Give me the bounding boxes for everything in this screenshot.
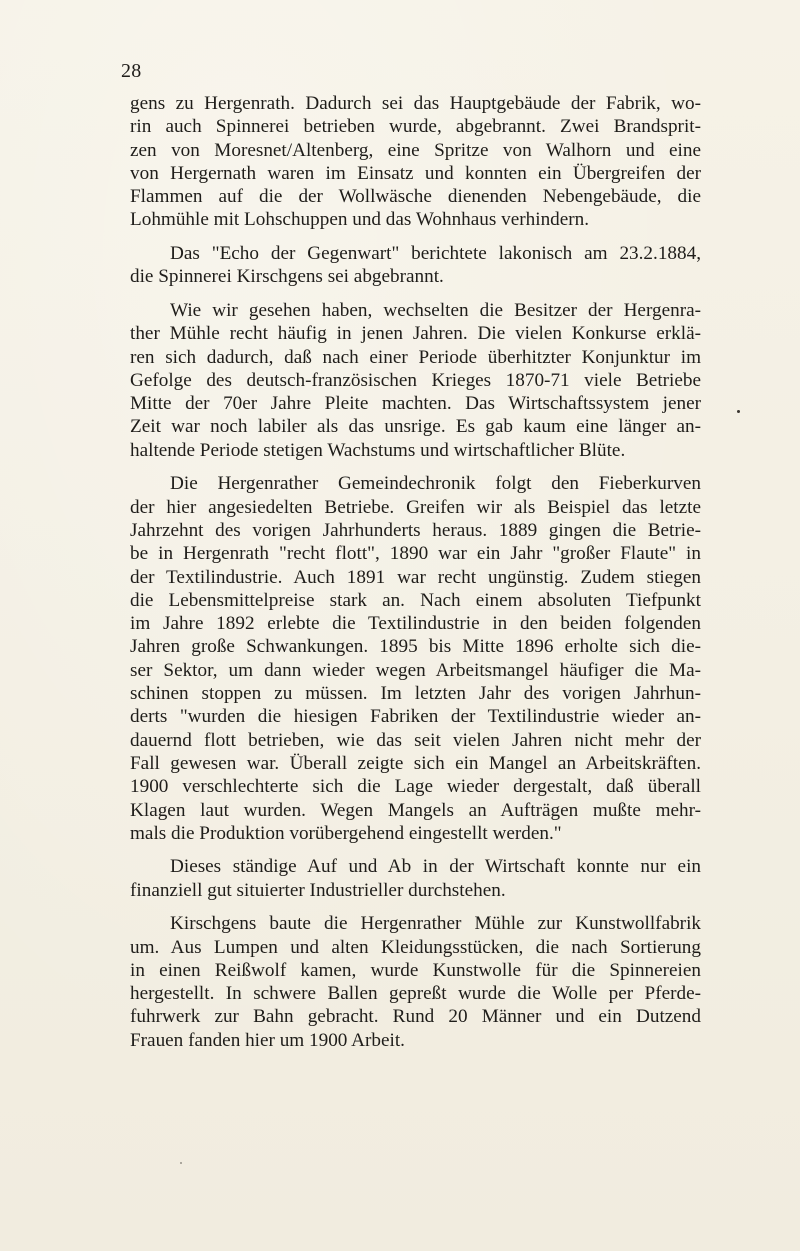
paragraph [130,92,701,232]
text-line: Zeit war noch labiler als das unsrige. Es gab kaum eine länger an- [130,416,701,438]
text-line: 1900 verschlechterte sich die Lage wieder dergestalt, daß überall [130,776,701,798]
text-line: rin auch Spinnerei betrieben wurde, abgebrannt. Zwei Brandsprit- [130,116,701,138]
text-line: die Spinnerei Kirschgens sei abgebrannt. [130,266,444,288]
text-line: finanziell gut situierter Industrieller durchstehen. [130,879,506,901]
text-line: in einen Reißwolf kamen, wurde Kunstwolle für die Spinnereien [130,959,701,981]
text-line: Fall gewesen war. Überall zeigte sich ein Mangel an Arbeitskräften. [130,752,701,774]
text-line: Lohmühle mit Lohschuppen und das Wohnhaus verhindern. [130,209,590,231]
text-line: Mitte der 70er Jahre Pleite machten. Das Wirtschaftssystem jener [130,393,701,415]
text-line: Jahren große Schwankungen. 1895 bis Mitte 1896 erholte sich die- [130,636,701,658]
text-line: zen von Moresnet/Altenberg, eine Spritze von Walhorn und eine [130,139,701,161]
text-line: Klagen laut wurden. Wegen Mangels an Aufträgen mußte mehr- [130,799,701,821]
paragraph [130,242,701,289]
page-number: 28 [121,60,142,82]
text-line: Kirschgens baute die Hergenrather Mühle zur Kunstwollfabrik [170,913,701,935]
text-line: von Hergernath waren im Einsatz und konnten ein Übergreifen der [130,162,701,184]
text-line: ren sich dadurch, daß nach einer Periode überhitzter Konjunktur im [130,346,701,368]
text-line: Das "Echo der Gegenwart" berichtete lakonisch am 23.2.1884, [170,243,701,265]
text-line: der Textilindustrie. Auch 1891 war recht ungünstig. Zudem stiegen [130,566,701,588]
text-line: ser Sektor, um dann wieder wegen Arbeitsmangel häufiger die Ma- [130,659,701,681]
text-line: dauernd flott betrieben, wie das seit vielen Jahren nicht mehr der [130,729,701,751]
text-line: be in Hergenrath "recht flott", 1890 war ein Jahr "großer Flaute" in [130,543,701,565]
text-line: Jahrzehnt des vorigen Jahrhunderts heraus. 1889 gingen die Betrie- [130,519,701,541]
text-line: Die Hergenrather Gemeindechronik folgt den Fieberkurven [170,473,701,495]
text-line: um. Aus Lumpen und alten Kleidungsstücken, die nach Sortierung [130,936,701,958]
text-line: Dieses ständige Auf und Ab in der Wirtschaft konnte nur ein [170,856,701,878]
text-line: haltende Periode stetigen Wachstums und wirtschaftlicher Blüte. [130,439,626,461]
paper-speck [180,1162,182,1164]
text-line: ther Mühle recht häufig in jenen Jahren. Die vielen Konkurse erklä- [130,323,701,345]
text-line: mals die Produktion vorübergehend eingestellt werden." [130,822,562,844]
paragraph [130,912,701,1052]
text-line: schinen stoppen zu müssen. Im letzten Jahr des vorigen Jahrhun- [130,683,701,705]
text-line: die Lebensmittelpreise stark an. Nach einem absoluten Tiefpunkt [130,589,701,611]
paragraph [130,299,701,462]
text-line: gens zu Hergenrath. Dadurch sei das Hauptgebäude der Fabrik, wo- [130,93,701,114]
paper-speck [737,410,740,413]
text-line: der hier angesiedelten Betriebe. Greifen wir als Beispiel das letzte [130,496,701,518]
text-line: Gefolge des deutsch-französischen Krieges 1870-71 viele Betriebe [130,369,701,391]
text-line: im Jahre 1892 erlebte die Textilindustrie in den beiden folgenden [130,613,701,635]
text-line: derts "wurden die hiesigen Fabriken der Textilindustrie wieder an- [130,706,701,728]
text-line: Frauen fanden hier um 1900 Arbeit. [130,1029,405,1051]
text-line: hergestellt. In schwere Ballen gepreßt wurde die Wolle per Pferde- [130,983,701,1005]
text-line: Flammen auf die der Wollwäsche dienenden Nebengebäude, die [130,186,701,208]
paragraph [130,472,701,845]
body-text [130,92,701,1062]
text-line: Wie wir gesehen haben, wechselten die Besitzer der Hergenra- [170,299,701,321]
text-line: fuhrwerk zur Bahn gebracht. Rund 20 Männer und ein Dutzend [130,1006,701,1028]
paragraph [130,855,701,902]
